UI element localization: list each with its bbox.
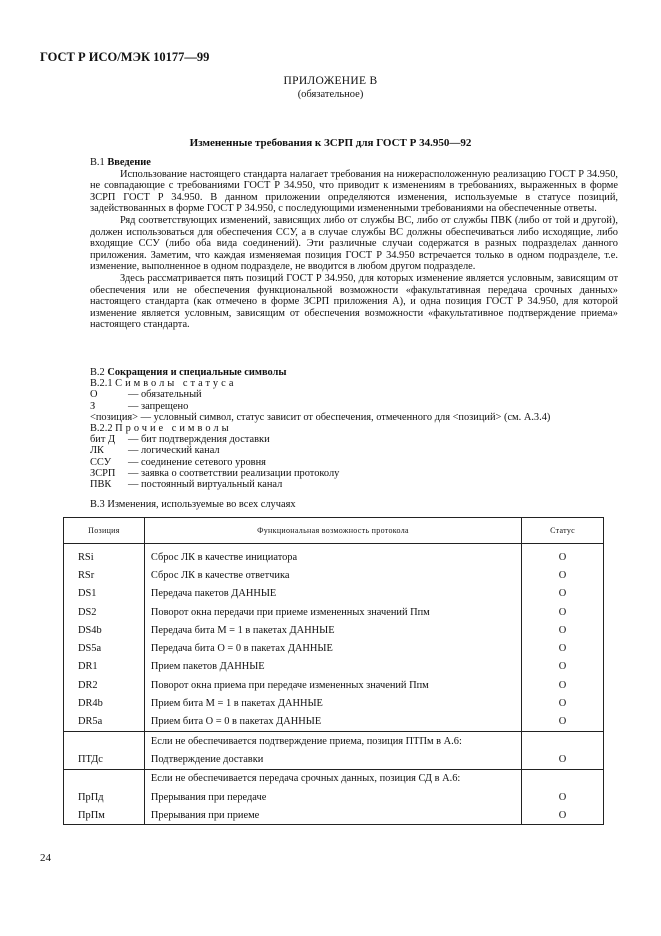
- feature-cell: Если не обеспечивается подтверждение приема, позиция ПТПм в А.6:: [144, 731, 521, 750]
- feature-cell: Прием пакетов ДАННЫЕ: [144, 658, 521, 676]
- feature-cell: Прерывания при передаче: [144, 788, 521, 806]
- position-cell: DS4b: [64, 621, 145, 639]
- definition: [90, 457, 550, 468]
- status-cell: О: [522, 544, 604, 567]
- position-cell: DR4b: [64, 694, 145, 712]
- position-cell: ПрПм: [64, 806, 145, 825]
- status-cell: О: [522, 788, 604, 806]
- status-cell: О: [522, 603, 604, 621]
- position-cell: DR2: [64, 676, 145, 694]
- table-row: [64, 788, 604, 806]
- feature-cell: Если не обеспечивается передача срочных данных, позиция СД в А.6:: [144, 769, 521, 788]
- definition-term: бит Д: [90, 434, 116, 446]
- paragraph: Ряд соответствующих изменений, зависящих либо от службы ВС, либо от службы ПВК (либо от той и другой), должен использоваться для обеспечения ССУ, а в случае службы ВС должны обеспечиваться либо исходящие, либо входящие ССУ (либо оба вида соединений). Эти различные случаи содержатся в разных подразделах данного приложения. Заметим, что каждая изменяемая позиция ГОСТ Р 34.950 встречается только в одном подразделе, т.е. изменение, выполненное в одном подразделе, не вводится в любом другом подразделе.: [90, 214, 618, 273]
- definition: [90, 389, 550, 400]
- feature-cell: Сброс ЛК в качестве ответчика: [144, 566, 521, 584]
- appendix-title: ПРИЛОЖЕНИЕ В: [283, 75, 378, 87]
- b1-num: В.1: [90, 157, 105, 168]
- paragraph: Здесь рассматривается пять позиций ГОСТ Р 34.950, для которых изменение является условным, зависящим от обеспечения или не обеспечения функциональной возможности «факультативная передача срочных данных» настоящего стандарта (как отмечено в форме ЗСРП приложения А), и одна позиция ГОСТ Р 34.950, для которой изменение является условным, зависящим от обеспечения возможности «факультативное подтверждение приема» настоящего стандарта.: [90, 272, 618, 331]
- status-cell: О: [522, 806, 604, 825]
- b1-title: Введение: [107, 157, 151, 168]
- feature-cell: Подтверждение доставки: [144, 750, 521, 769]
- position-cell: RSr: [64, 566, 145, 584]
- status-cell: [522, 731, 604, 750]
- definition-term: З: [90, 400, 96, 412]
- table-row: [64, 713, 604, 732]
- table-row: [64, 566, 604, 584]
- position-cell: [64, 769, 145, 788]
- b3-heading: В.3 Изменения, используемые во всех случаях: [90, 499, 296, 510]
- status-cell: [522, 769, 604, 788]
- position-cell: DS5a: [64, 639, 145, 657]
- definition: [90, 445, 550, 456]
- column-header: Функциональная возможность протокола: [144, 518, 521, 544]
- position-cell: DS1: [64, 585, 145, 603]
- definition-text: — заявка о соответствии реализации протоколу: [128, 467, 340, 479]
- feature-cell: Поворот окна передачи при приеме измененных значений Ппм: [144, 603, 521, 621]
- b22-title: Прочие символы: [115, 423, 232, 435]
- status-cell: О: [522, 658, 604, 676]
- definition-text: — постоянный виртуальный канал: [128, 479, 283, 491]
- b2-num: В.2: [90, 367, 105, 378]
- table-row: [64, 544, 604, 567]
- definition: [90, 401, 550, 412]
- position-cell: DS2: [64, 603, 145, 621]
- definition-term: ССУ: [90, 456, 112, 468]
- table-row: [64, 639, 604, 657]
- section-b1: [90, 157, 618, 331]
- status-cell: О: [522, 750, 604, 769]
- position-cell: DR5a: [64, 713, 145, 732]
- status-cell: О: [522, 566, 604, 584]
- status-cell: О: [522, 713, 604, 732]
- document-header: ГОСТ Р ИСО/МЭК 10177—99: [40, 50, 210, 64]
- feature-cell: Передача бита О = 0 в пакетах ДАННЫЕ: [144, 639, 521, 657]
- definition-text: — обязательный: [128, 389, 202, 401]
- position-cell: ПТДс: [64, 750, 145, 769]
- b22-num: В.2.2: [90, 423, 113, 435]
- b22-heading: [90, 423, 550, 434]
- position-cell: ПрПд: [64, 788, 145, 806]
- definition: [90, 468, 550, 479]
- feature-cell: Передача бита М = 1 в пакетах ДАННЫЕ: [144, 621, 521, 639]
- definition-term: ЛК: [90, 445, 104, 457]
- paragraph: Использование настоящего стандарта налагает требования на нижерасположенную реализацию ГОСТ Р 34.950, не совпадающие с требованиями ГОСТ Р 34.950, что приводит к изменениям в требованиях, выраженных в форме ЗСРП ГОСТ Р 34.950. В данном приложении определяются изменения, используемые в статусе позиций, задействованных в форме ГОСТ Р 34.950, с последующими измененными требованиями на обеспеченные ответы.: [90, 168, 618, 215]
- b2-heading: [90, 367, 550, 378]
- table-row: [64, 676, 604, 694]
- table-row: [64, 658, 604, 676]
- table-row: [64, 806, 604, 825]
- definition: [90, 479, 550, 490]
- section-b2: [90, 367, 550, 490]
- appendix-subtitle: (обязательное): [297, 89, 364, 100]
- feature-cell: Прием бита О = 0 в пакетах ДАННЫЕ: [144, 713, 521, 732]
- table-row: [64, 694, 604, 712]
- b21-num: В.2.1: [90, 378, 113, 390]
- conditional-definition: <позиция> — условный символ, статус зависит от обеспечения, отмеченного для <позиций> (см. А.3.4): [90, 411, 551, 423]
- status-cell: О: [522, 694, 604, 712]
- b21-title: Символы статуса: [115, 378, 237, 390]
- changes-table: [63, 517, 604, 825]
- column-header: Статус: [522, 518, 604, 544]
- status-cell: О: [522, 639, 604, 657]
- table-header-row: [64, 518, 604, 544]
- feature-cell: Передача пакетов ДАННЫЕ: [144, 585, 521, 603]
- status-cell: О: [522, 621, 604, 639]
- definition-text: — запрещено: [128, 400, 189, 412]
- definition-text: — логический канал: [128, 445, 220, 457]
- status-cell: О: [522, 585, 604, 603]
- definition-term: ПВК: [90, 479, 112, 491]
- definition: [90, 434, 550, 445]
- b2-title: Сокращения и специальные символы: [107, 367, 287, 378]
- table-row: [64, 603, 604, 621]
- feature-cell: Сброс ЛК в качестве инициатора: [144, 544, 521, 567]
- table-row: [64, 769, 604, 788]
- position-cell: RSi: [64, 544, 145, 567]
- feature-cell: Поворот окна приема при передаче измененных значений Ппм: [144, 676, 521, 694]
- column-header: Позиция: [64, 518, 145, 544]
- table-row: [64, 731, 604, 750]
- position-cell: [64, 731, 145, 750]
- definition-text: — соединение сетевого уровня: [128, 456, 266, 468]
- definition-text: — бит подтверждения доставки: [128, 434, 270, 446]
- feature-cell: Прерывания при приеме: [144, 806, 521, 825]
- definition-term: ЗСРП: [90, 467, 116, 479]
- definition-term: О: [90, 389, 98, 401]
- position-cell: DR1: [64, 658, 145, 676]
- table-row: [64, 750, 604, 769]
- b21-heading: [90, 378, 550, 389]
- table-row: [64, 621, 604, 639]
- b1-heading: [90, 157, 618, 169]
- section-title: Измененные требования к ЗСРП для ГОСТ Р 34.950—92: [189, 137, 472, 149]
- status-cell: О: [522, 676, 604, 694]
- feature-cell: Прием бита М = 1 в пакетах ДАННЫЕ: [144, 694, 521, 712]
- table-row: [64, 585, 604, 603]
- page-number: 24: [40, 852, 51, 864]
